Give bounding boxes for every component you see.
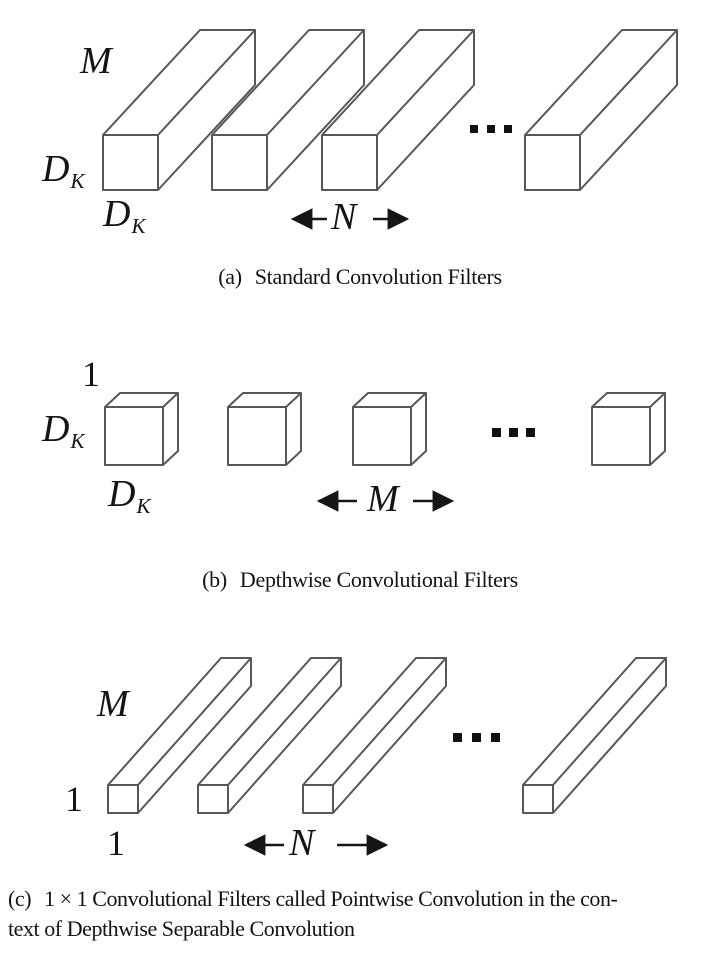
panel-b-depth-label: 1 bbox=[82, 354, 100, 394]
ellipsis-dot bbox=[492, 428, 501, 437]
ellipsis-dot bbox=[504, 125, 512, 133]
panel-b-count-label: M bbox=[367, 478, 399, 520]
ellipsis-dot bbox=[470, 125, 478, 133]
filter-cube bbox=[353, 393, 426, 465]
dimension-variable: D bbox=[103, 193, 131, 235]
ellipsis-dot bbox=[526, 428, 535, 437]
filter-cube bbox=[228, 393, 301, 465]
panel-a-filters bbox=[103, 30, 677, 219]
panel-a-depth-label: M bbox=[80, 40, 112, 82]
filter-cuboid bbox=[525, 30, 677, 190]
dimension-subscript: K bbox=[70, 169, 85, 193]
caption-tag: (a) bbox=[218, 264, 242, 289]
dimension-subscript: K bbox=[131, 214, 146, 238]
panel-a-height-label bbox=[42, 150, 84, 192]
panel-c-height-label: 1 bbox=[65, 779, 83, 819]
dimension-subscript: K bbox=[70, 429, 85, 453]
ellipsis-dot bbox=[472, 733, 481, 742]
ellipsis-dot bbox=[509, 428, 518, 437]
dimension-variable: D bbox=[42, 148, 70, 190]
ellipsis-icon bbox=[453, 733, 500, 742]
panel-b-height-label bbox=[42, 410, 84, 452]
panel-c-depth-label: M bbox=[97, 683, 129, 725]
caption-text-line2: text of Depthwise Separable Convolution bbox=[8, 916, 355, 941]
panel-c-count-label: N bbox=[289, 822, 315, 864]
panel-a-caption bbox=[0, 264, 720, 290]
caption-tag: (b) bbox=[202, 567, 227, 592]
filter-bar bbox=[523, 658, 666, 813]
caption-text: Standard Convolution Filters bbox=[254, 264, 502, 289]
dimension-variable: D bbox=[108, 473, 136, 515]
ellipsis-dot bbox=[487, 125, 495, 133]
caption-text-line1: 1 × 1 Convolutional Filters called Pointwise Convolution in the con- bbox=[44, 886, 618, 911]
panel-c-caption bbox=[8, 884, 714, 944]
caption-tag: (c) bbox=[8, 886, 32, 911]
panel-b-caption bbox=[0, 567, 720, 593]
dimension-subscript: K bbox=[136, 494, 151, 518]
panel-a-width-label bbox=[103, 195, 145, 237]
ellipsis-icon bbox=[470, 125, 512, 133]
filter-cube bbox=[592, 393, 665, 465]
ellipsis-icon bbox=[492, 428, 535, 437]
caption-text: Depthwise Convolutional Filters bbox=[239, 567, 518, 592]
ellipsis-dot bbox=[453, 733, 462, 742]
dimension-variable: D bbox=[42, 408, 70, 450]
panel-c-filters bbox=[108, 658, 666, 845]
panel-a-count-label: N bbox=[331, 196, 357, 238]
ellipsis-dot bbox=[491, 733, 500, 742]
filter-cube bbox=[105, 393, 178, 465]
panel-b-width-label bbox=[108, 475, 150, 517]
panel-c-width-label: 1 bbox=[107, 823, 125, 863]
